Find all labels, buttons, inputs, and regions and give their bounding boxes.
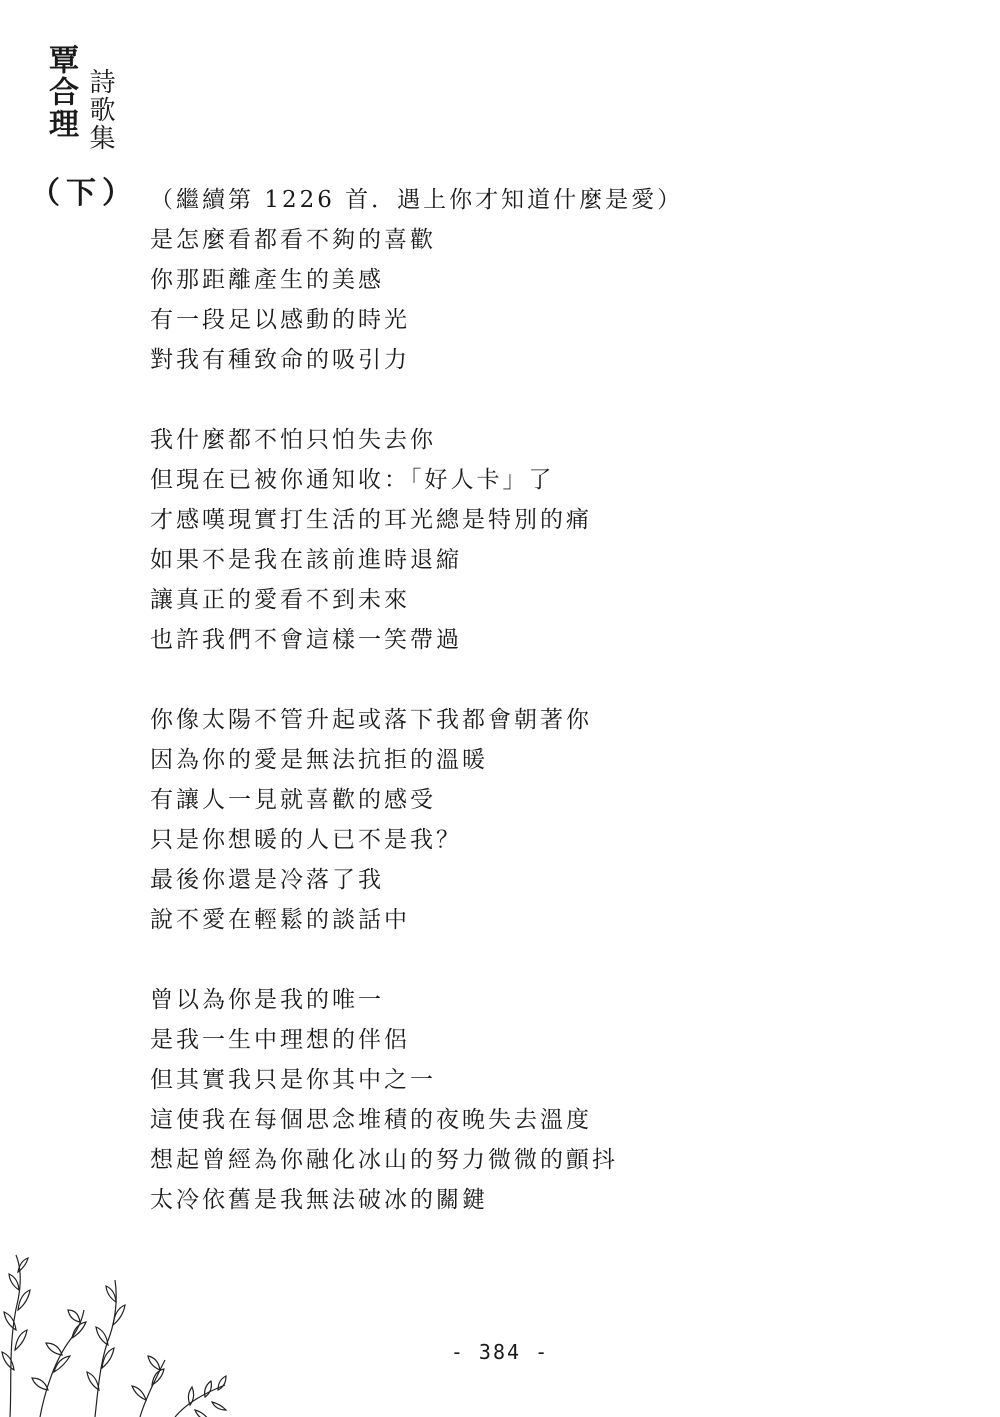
poem-body	[150, 180, 950, 1220]
poem-line: 只是你想暖的人已不是我？	[150, 827, 462, 853]
poem-line: 我什麼都不怕只怕失去你	[150, 427, 436, 453]
page-number: - 384 -	[450, 1340, 550, 1364]
poem-line: 才感嘆現實打生活的耳光總是特別的痛	[150, 507, 592, 533]
author-name: 覃合理	[43, 44, 78, 140]
volume-label: （下）	[30, 176, 138, 211]
poem-line: 你像太陽不管升起或落下我都會朝著你	[150, 707, 592, 733]
poem-line: 曾以為你是我的唯一	[150, 987, 384, 1013]
poem-line: 因為你的愛是無法抗拒的溫暖	[150, 747, 488, 773]
poem-heading: （繼續第 1226 首．遇上你才知道什麼是愛）	[150, 187, 684, 213]
stanza-gap	[150, 380, 950, 420]
poem-line: 對我有種致命的吸引力	[150, 347, 410, 373]
book-title-block	[30, 40, 140, 210]
poem-line: 你那距離產生的美感	[150, 267, 384, 293]
stanza-gap	[150, 660, 950, 700]
poem-line: 太冷依舊是我無法破冰的關鍵	[150, 1187, 488, 1213]
poem-line: 想起曾經為你融化冰山的努力微微的顫抖	[150, 1147, 618, 1173]
poem-line: 讓真正的愛看不到未來	[150, 587, 410, 613]
poem-line: 是我一生中理想的伴侶	[150, 1027, 410, 1053]
poem-line: 如果不是我在該前進時退縮	[150, 547, 462, 573]
poem-line: 這使我在每個思念堆積的夜晚失去溫度	[150, 1107, 592, 1133]
poem-line: 是怎麼看都看不夠的喜歡	[150, 227, 436, 253]
poem-line: 但現在已被你通知收：「好人卡」了	[150, 467, 555, 493]
series-title: 詩歌集	[85, 68, 115, 152]
stanza-gap	[150, 940, 950, 980]
poem-line: 最後你還是冷落了我	[150, 867, 384, 893]
poem-line: 說不愛在輕鬆的談話中	[150, 907, 410, 933]
poem-line: 但其實我只是你其中之一	[150, 1067, 436, 1093]
leafy-branches-icon	[0, 1240, 250, 1417]
poem-line: 有一段足以感動的時光	[150, 307, 410, 333]
poem-line: 有讓人一見就喜歡的感受	[150, 787, 436, 813]
poem-line: 也許我們不會這樣一笑帶過	[150, 627, 462, 653]
